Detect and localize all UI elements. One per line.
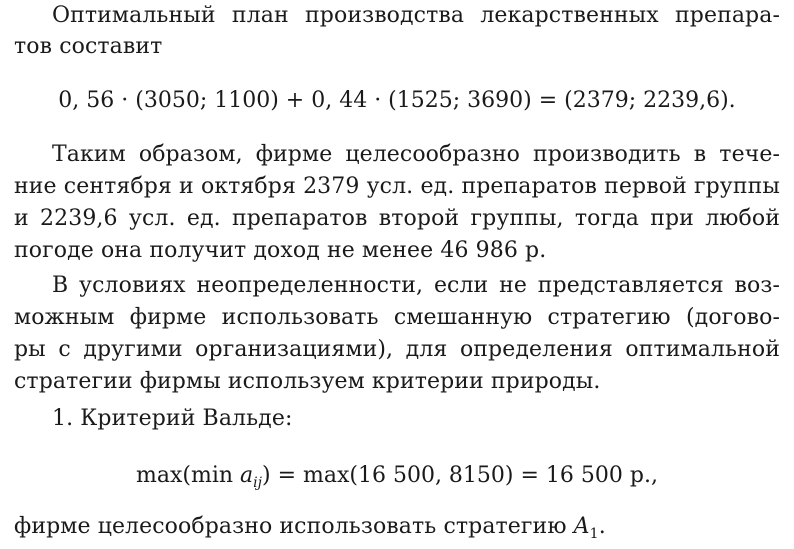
- criterion-heading: 1. Критерий Вальде:: [52, 406, 293, 431]
- paragraph-3-line-3: ры с другими организациями), для определения оптимальной: [14, 337, 780, 362]
- conclusion-end: .: [598, 514, 606, 539]
- formula-wald-criterion: [0, 461, 794, 493]
- conclusion-strategy-subscript: 1: [589, 526, 599, 542]
- formula-wald-lhs-prefix: max(min: [136, 463, 241, 488]
- conclusion-strategy: A: [573, 514, 590, 539]
- paragraph-2-line-4: погоде она получит доход не менее 46 986 р.: [14, 238, 547, 263]
- paragraph-3-line-2: можным фирме использовать смешанную стратегию (догово-: [14, 305, 780, 330]
- paragraph-2-line-2: ние сентября и октября 2379 усл. ед. препаратов первой группы: [14, 174, 780, 199]
- paragraph-3-line-1: В условиях неопределенности, если не представляется воз-: [52, 273, 780, 298]
- formula-optimal-plan: 0, 56 · (3050; 1100) + 0, 44 · (1525; 3690) = (2379; 2239,6).: [58, 88, 736, 113]
- paragraph-1-line-1: Оптимальный план производства лекарственных препара-: [52, 3, 780, 28]
- formula-wald-rhs: ) = max(16 500, 8150) = 16 500 р.,: [262, 463, 658, 488]
- formula-wald-variable: a: [240, 463, 254, 488]
- conclusion-line: [14, 512, 780, 544]
- paragraph-2-line-1: Таким образом, фирме целесообразно производить в тече-: [52, 142, 780, 167]
- paragraph-1-line-2: тов составит: [14, 34, 163, 59]
- paragraph-3-line-4: стратегии фирмы используем критерии природы.: [14, 369, 601, 394]
- paragraph-2-line-3: и 2239,6 усл. ед. препаратов второй группы, тогда при любой: [14, 206, 780, 231]
- formula-wald-subscript: ij: [253, 475, 262, 491]
- conclusion-text: фирме целесообразно использовать стратегию: [14, 514, 574, 539]
